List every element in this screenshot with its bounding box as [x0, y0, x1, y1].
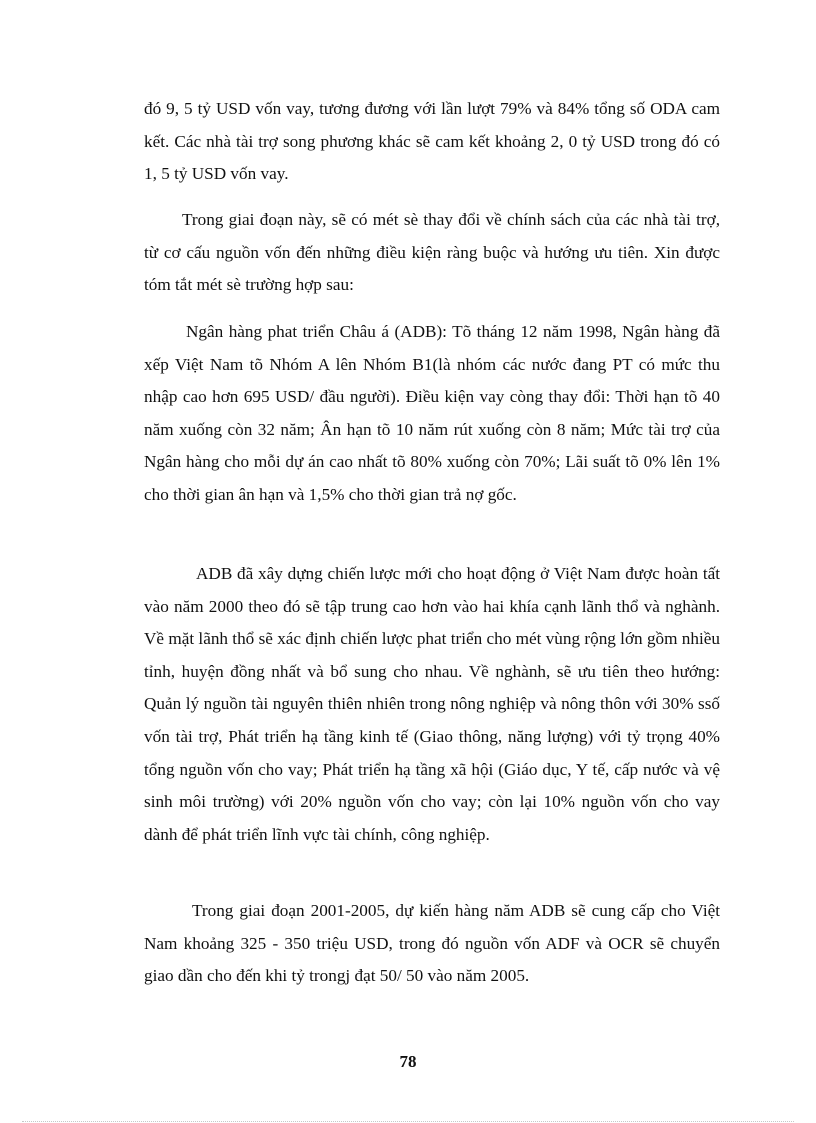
page-bottom-divider: [22, 1121, 794, 1122]
page-number: 78: [399, 1052, 417, 1071]
paragraph-adb-strategy: ADB đã xây dựng chiến lược mới cho hoạt động ở Việt Nam được hoàn tất vào năm 2000 theo đó sẽ tập trung cao hơn vào hai khía cạnh lãnh thổ và nghành. Về mặt lãnh thổ sẽ xác định chiến lược phat triển cho mét vùng rộng lớn gồm nhiều tỉnh, huyện đồng nhất và bổ sung cho nhau. Về nghành, sẽ ưu tiên theo hướng: Quản lý nguồn tài nguyên thiên nhiên trong nông nghiệp và nông thôn với 30% ssố vốn tài trợ, Phát triển hạ tầng kinh tế (Giao thông, năng lượng) với tỷ trọng 40% tổng nguồn vốn cho vay; Phát triển hạ tầng xã hội (Giáo dục, Y tế, cấp nước và vệ sinh môi trường) với 20% nguồn vốn cho vay; còn lại 10% nguồn vốn cho vay dành để phát triển lĩnh vực tài chính, công nghiệp.: [144, 564, 720, 844]
paragraph-adb-conditions: Ngân hàng phat triển Châu á (ADB): Tõ tháng 12 năm 1998, Ngân hàng đã xếp Việt Nam tõ Nhóm A lên Nhóm B1(là nhóm các nước đang PT có mức thu nhập cao hơn 695 USD/ đầu người). Điều kiện vay còng thay đổi: Thời hạn tõ 40 năm xuống còn 32 năm; Ân hạn tõ 10 năm rút xuống còn 8 năm; Mức tài trợ của Ngân hàng cho mỗi dự án cao nhất tõ 80% xuống còn 70%; Lãi suất tõ 0% lên 1% cho thời gian ân hạn và 1,5% cho thời gian trả nợ gốc.: [144, 322, 720, 504]
paragraph-adb-2001-2005: Trong giai đoạn 2001-2005, dự kiến hàng năm ADB sẽ cung cấp cho Việt Nam khoảng 325 - 350 triệu USD, trong đó nguồn vốn ADF và OCR sẽ chuyển giao dần cho đến khi tỷ trongj đạt 50/ 50 vào năm 2005.: [144, 901, 720, 986]
paragraph-donor-policy-changes: Trong giai đoạn này, sẽ có mét sè thay đổi về chính sách của các nhà tài trợ, từ cơ cấu nguồn vốn đến những điều kiện ràng buộc và hướng ưu tiên. Xin được tóm tắt mét sè trường hợp sau:: [144, 210, 720, 295]
paragraph-continuation: đó 9, 5 tỷ USD vốn vay, tương đương với lần lượt 79% và 84% tổng số ODA cam kết. Các nhà tài trợ song phương khác sẽ cam kết khoảng 2, 0 tỷ USD trong đó có 1, 5 tỷ USD vốn vay.: [144, 99, 720, 184]
